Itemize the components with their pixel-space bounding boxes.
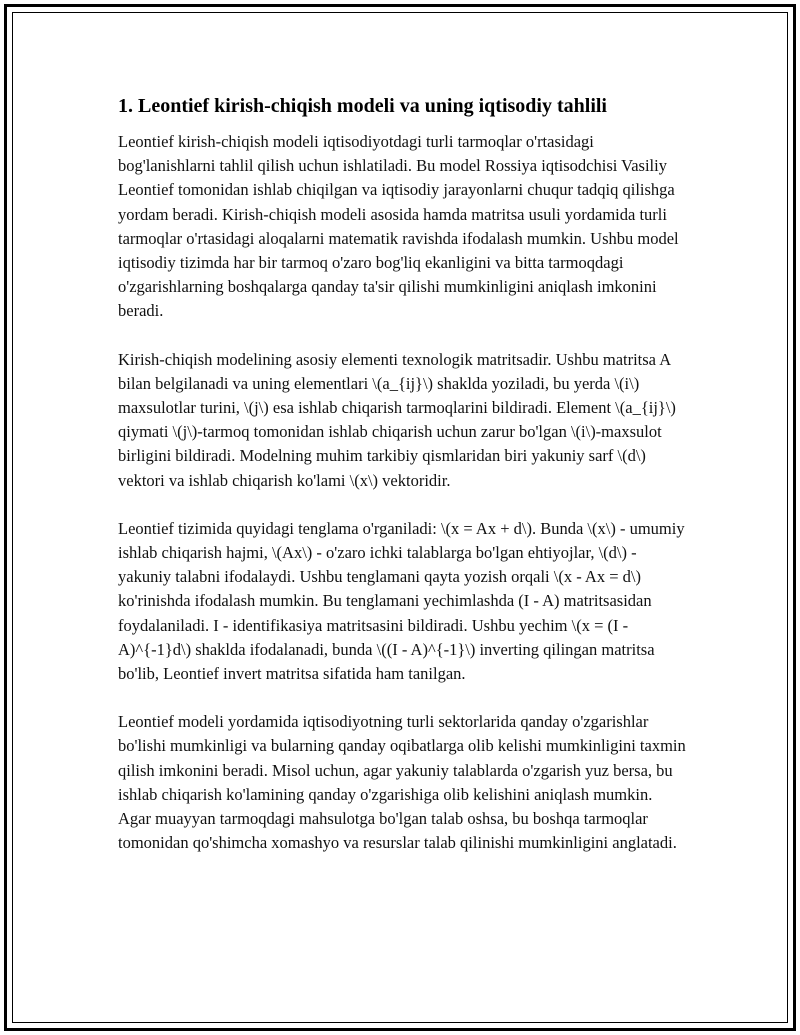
paragraph-leontief-equation: Leontief tizimida quyidagi tenglama o'rganiladi: \(x = Ax + d\). Bunda \(x\) - umumiy ishlab chiqarish hajmi, \(Ax\) - o'zaro ichki talablarga bo'lgan ehtiyojlar, \(d\) - yakuniy talabni ifodalaydi. Ushbu tenglamani qayta yozish orqali \(x - Ax = d\) ko'rinishda ifodalash mumkin. Bu tenglamani yechimlashda (I - A) matritsasidan foydalaniladi. I - identifikasiya matritsasini bildiradi. Ushbu yechim \(x = (I - A)^{-1}d\) shaklda ifodalanadi, bunda \((I - A)^{-1}\) inverting qilingan matritsa bo'lib, Leontief invert matritsa sifatida ham tanilgan. (118, 518, 685, 684)
section-title: 1. Leontief kirish-chiqish modeli va uning iqtisodiy tahlili (118, 95, 607, 117)
document-body (118, 92, 688, 879)
paragraph-technology-matrix: Kirish-chiqish modelining asosiy elementi texnologik matritsadir. Ushbu matritsa A bilan belgilanadi va uning elementlari \(a_{ij}\) shaklda yoziladi, bu yerda \(i\) maxsulotlar turini, \(j\) esa ishlab chiqarish tarmoqlarini bildiradi. Element \(a_{ij}\) qiymati \(j\)-tarmoq tomonidan ishlab chiqarish uchun zarur bo'lgan \(i\)-maxsulot birligini bildiradi. Modelning muhim tarkibiy qismlaridan biri yakuniy sarf \(d\) vektori va ishlab chiqarish ko'lami \(x\) vektoridir. (118, 349, 676, 490)
paragraph-model-applications: Leontief modeli yordamida iqtisodiyotning turli sektorlarida qanday o'zgarishlar bo'lishi mumkinligi va bularning qanday oqibatlarga olib kelishi mumkinligini taxmin qilish imkonini beradi. Misol uchun, agar yakuniy talablarda o'zgarish yuz bersa, bu ishlab chiqarish ko'lamining qanday o'zgarishiga olib kelishini aniqlash mumkin. Agar muayyan tarmoqdagi mahsulotga bo'lgan talab oshsa, bu boshqa tarmoqlar tomonidan qo'shimcha xomashyo va resurslar talab qilinishi mumkinligini anglatadi. (118, 712, 686, 853)
paragraph-model-overview: Leontief kirish-chiqish modeli iqtisodiyotdagi turli tarmoqlar o'rtasidagi bog'lanishlarni tahlil qilish uchun ishlatiladi. Bu model Rossiya iqtisodchisi Vasiliy Leontief tomonidan ishlab chiqilgan va iqtisodiy jarayonlarni chuqur tadqiq qilishga yordam beradi. Kirish-chiqish modeli asosida hamda matritsa usuli yordamida turli tarmoqlar o'rtasidagi aloqalarni matematik ravishda ifodalash mumkin. Ushbu model iqtisodiy tizimda har bir tarmoq o'zaro bog'liq ekanligini va bitta tarmoqdagi o'zgarishlarning boshqalarga qanday ta'sir qilishi mumkinligini aniqlash imkonini beradi. (118, 132, 679, 321)
